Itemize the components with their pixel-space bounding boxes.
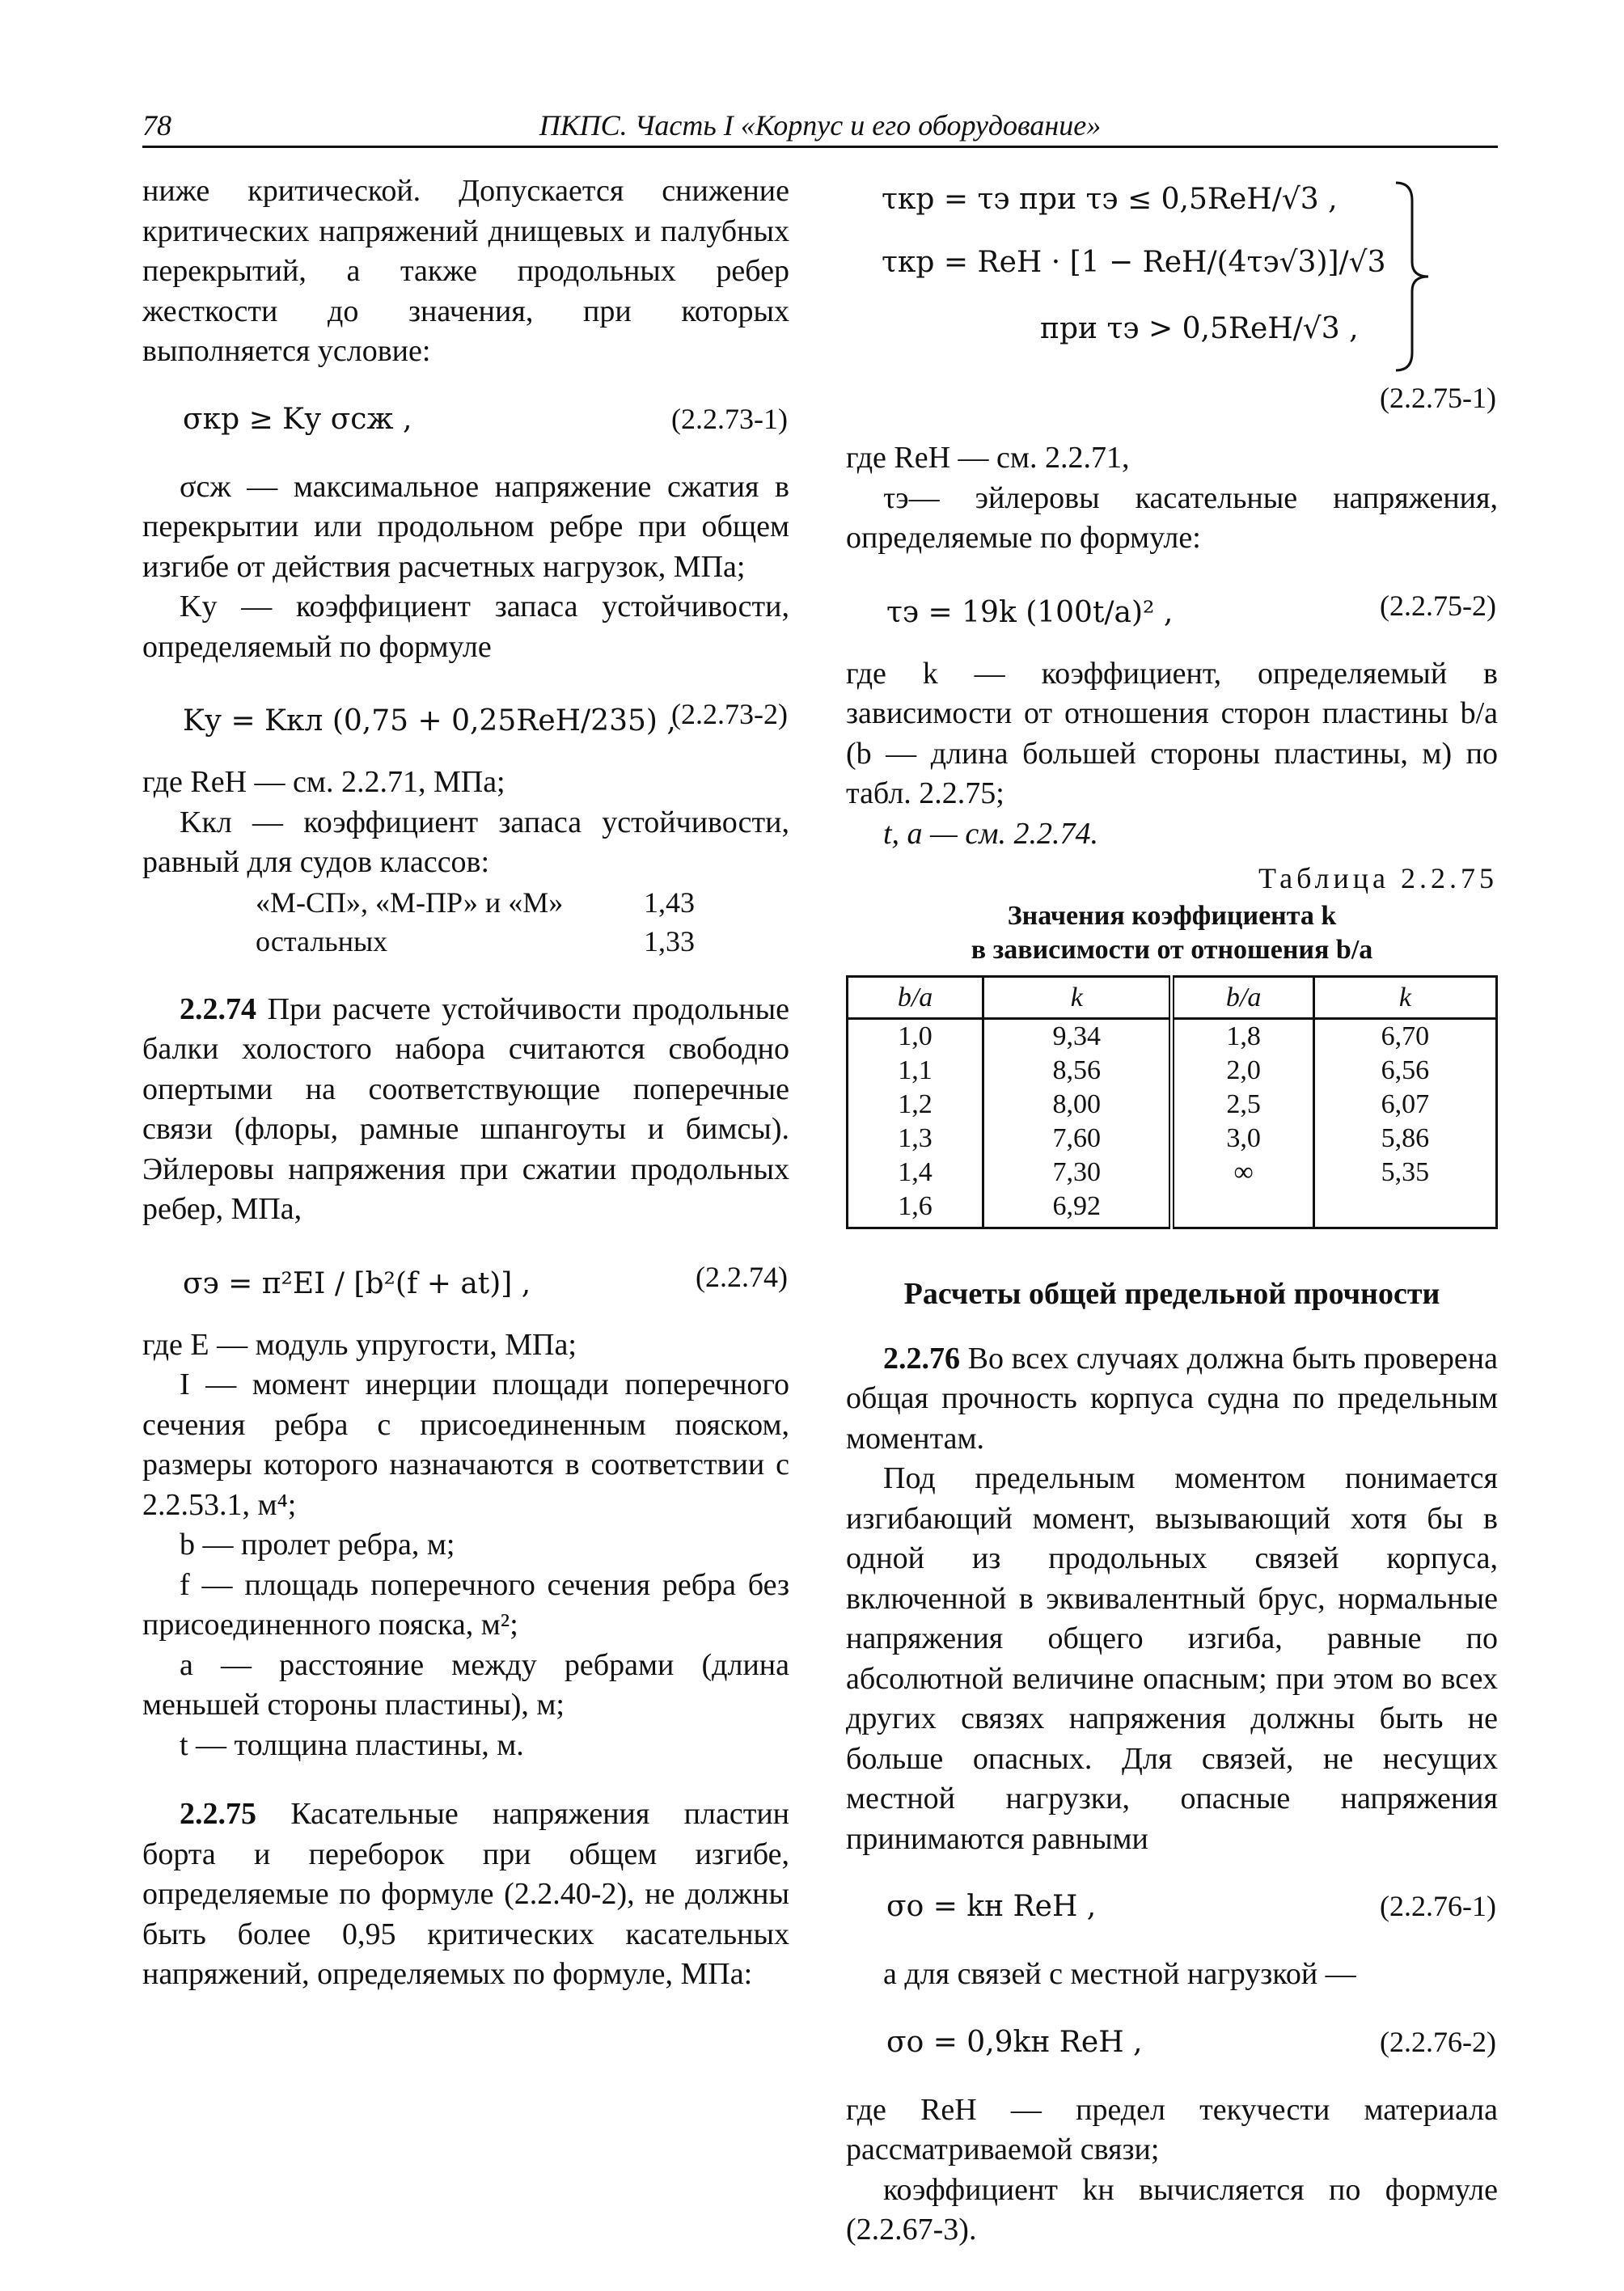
- paragraph: a — расстояние между ребрами (длина меньшей стороны пластины), м;: [142, 1647, 789, 1722]
- kl-label: «М-СП», «М-ПР» и «М»: [256, 886, 564, 919]
- paragraph: t — толщина пластины, м.: [180, 1727, 524, 1762]
- formula-2-2-73-2: [142, 683, 789, 746]
- formula-number: (2.2.73-1): [671, 402, 788, 435]
- running-title: ПКПС. Часть I «Корпус и его оборудование»: [539, 109, 1102, 142]
- formula-number: (2.2.76-1): [1380, 1890, 1496, 1922]
- formula-line: τкр = τэ при τэ ≤ 0,5ReH/√3 ,: [882, 183, 1338, 216]
- section-number: 2.2.75: [180, 1797, 256, 1831]
- paragraph: σсж — максимальное напряжение сжатия в перекрытии или продольном ребре при общем изгибе от действия расчетных нагрузок, МПа;: [142, 469, 789, 584]
- paragraph: τэ— эйлеровы касательные напряжения, определяемые по формуле:: [846, 480, 1498, 555]
- paragraph: где k — коэффициент, определяемый в зависимости от отношения сторон пластины b/a (b — длина большей стороны пластины, м) по табл. 2.2.75;: [846, 656, 1498, 810]
- kl-row: [142, 883, 789, 922]
- table-title-line: Значения коэффициента k: [1007, 900, 1337, 931]
- page-number: 78: [142, 109, 171, 142]
- left-column: [142, 171, 789, 1995]
- paragraph: где ReH — см. 2.2.71, МПа;: [142, 765, 505, 799]
- table-cell: 1,8 2,0 2,5 3,0 ∞: [1172, 1019, 1313, 1228]
- formula-2-2-75-2: [846, 575, 1498, 638]
- formula-body: σо = kн ReH ,: [886, 1890, 1097, 1923]
- formula-number: (2.2.75-1): [1380, 382, 1496, 414]
- kl-value: 1,33: [644, 924, 695, 957]
- formula-line: при τэ > 0,5ReH/√3 ,: [1040, 312, 1359, 345]
- section-number: 2.2.74: [180, 991, 256, 1026]
- column-header: k: [983, 976, 1172, 1019]
- formula-body: σэ = π²EI / [b²(f + at)] ,: [183, 1266, 531, 1300]
- formula-body: Kу = Kкл (0,75 + 0,25ReH/235) ,: [183, 704, 676, 738]
- paragraph: f — площадь поперечного сечения ребра без присоединенного пояска, м²;: [142, 1567, 789, 1642]
- section-2-2-74: [142, 990, 789, 1230]
- formula-2-2-76-2: [846, 2011, 1498, 2074]
- coefficient-table: [846, 975, 1498, 1230]
- paragraph: где ReH — см. 2.2.71,: [846, 441, 1130, 475]
- table-header-row: [848, 976, 1497, 1019]
- table-row: [848, 1019, 1497, 1228]
- kl-value: 1,43: [644, 886, 695, 919]
- section-text: Касательные напряжения пластин борта и переборок при общем изгибе, определяемые по формуле (2.2.40-2), не должны быть более 0,95 критических касательных напряжений, определяемых по формуле, МПа:: [142, 1797, 789, 1991]
- section-2-2-76: [846, 1339, 1498, 1460]
- formula-line: τкр = ReH · [1 − ReH/(4τэ√3)]/√3: [882, 246, 1386, 279]
- paragraph: I — момент инерции площади поперечного сечения ребра с присоединенным пояском, размеры которого назначаются в соответствии с 2.2.53.1, м⁴;: [142, 1367, 789, 1522]
- section-text: Во всех случаях должна быть проверена общая прочность корпуса судна по предельным моментам.: [846, 1341, 1498, 1456]
- formula-number: (2.2.73-2): [671, 698, 788, 730]
- section-number: 2.2.76: [883, 1341, 960, 1376]
- formula-number: (2.2.75-2): [1380, 589, 1496, 622]
- section-heading: Расчеты общей предельной прочности: [903, 1277, 1440, 1311]
- table-cell: 6,70 6,56 6,07 5,86 5,35: [1313, 1019, 1496, 1228]
- formula-body: τэ = 19k (100t/a)² ,: [886, 595, 1174, 629]
- formula-number: (2.2.74): [696, 1260, 788, 1293]
- table-caption: Таблица 2.2.75: [1258, 862, 1498, 894]
- paragraph: а для связей с местной нагрузкой —: [883, 1957, 1356, 1991]
- paragraph: где ReH — предел текучести материала рассматриваемой связи;: [846, 2092, 1498, 2166]
- column-header: b/a: [1172, 976, 1313, 1019]
- brace-icon: [1389, 181, 1438, 372]
- paragraph: b — пролет ребра, м;: [180, 1528, 455, 1562]
- formula-body: σкр ≥ Kу σсж ,: [183, 402, 412, 436]
- formula-2-2-76-1: [846, 1875, 1498, 1938]
- column-header: k: [1313, 976, 1496, 1019]
- formula-system-2-2-75-1: [846, 171, 1498, 438]
- paragraph: Kкл — коэффициент запаса устойчивости, равный для судов классов:: [142, 805, 789, 879]
- formula-2-2-74: [142, 1246, 789, 1309]
- section-text: При расчете устойчивости продольные балки холостого набора считаются свободно опертыми на соответствующие поперечные связи (флоры, рамные шпангоуты и бимсы). Эйлеровы напряжения при сжатии продольных ребер, МПа,: [142, 991, 789, 1226]
- formula-number: (2.2.76-2): [1380, 2025, 1496, 2058]
- table-cell: 9,34 8,56 8,00 7,60 7,30 6,92: [983, 1019, 1172, 1228]
- formula-2-2-73-1: [142, 388, 789, 451]
- paragraph: где E — модуль упругости, МПа;: [142, 1327, 577, 1362]
- running-header: [142, 104, 1498, 148]
- kl-label: остальных: [256, 924, 388, 957]
- paragraph: ниже критической. Допускается снижение критических напряжений днищевых и палубных перекрытий, а также продольных ребер жесткости до значения, при которых выполняется условие:: [142, 174, 789, 368]
- table-cell: 1,0 1,1 1,2 1,3 1,4 1,6: [848, 1019, 983, 1228]
- paragraph: коэффициент kн вычисляется по формуле (2.2.67-3).: [846, 2172, 1498, 2247]
- paragraph: Kу — коэффициент запаса устойчивости, определяемый по формуле: [142, 590, 789, 664]
- column-header: b/a: [848, 976, 983, 1019]
- formula-body: σо = 0,9kн ReH ,: [886, 2025, 1143, 2059]
- section-2-2-75: [142, 1794, 789, 1995]
- right-column: [846, 171, 1498, 2251]
- kl-row: [142, 922, 789, 961]
- table-title-line: в зависимости от отношения b/a: [971, 934, 1373, 965]
- paragraph: t, a — см. 2.2.74.: [883, 816, 1098, 851]
- paragraph: Под предельным моментом понимается изгибающий момент, вызывающий хотя бы в одной из продольных связей корпуса, включенной в эквивалентный брус, нормальные напряжения общего изгиба, равные по абсолютной величине опасным; при этом во всех других связях напряжения должны быть не больше опасных. Для связей, не несущих местной нагрузки, опасные напряжения принимаются равными: [846, 1461, 1498, 1856]
